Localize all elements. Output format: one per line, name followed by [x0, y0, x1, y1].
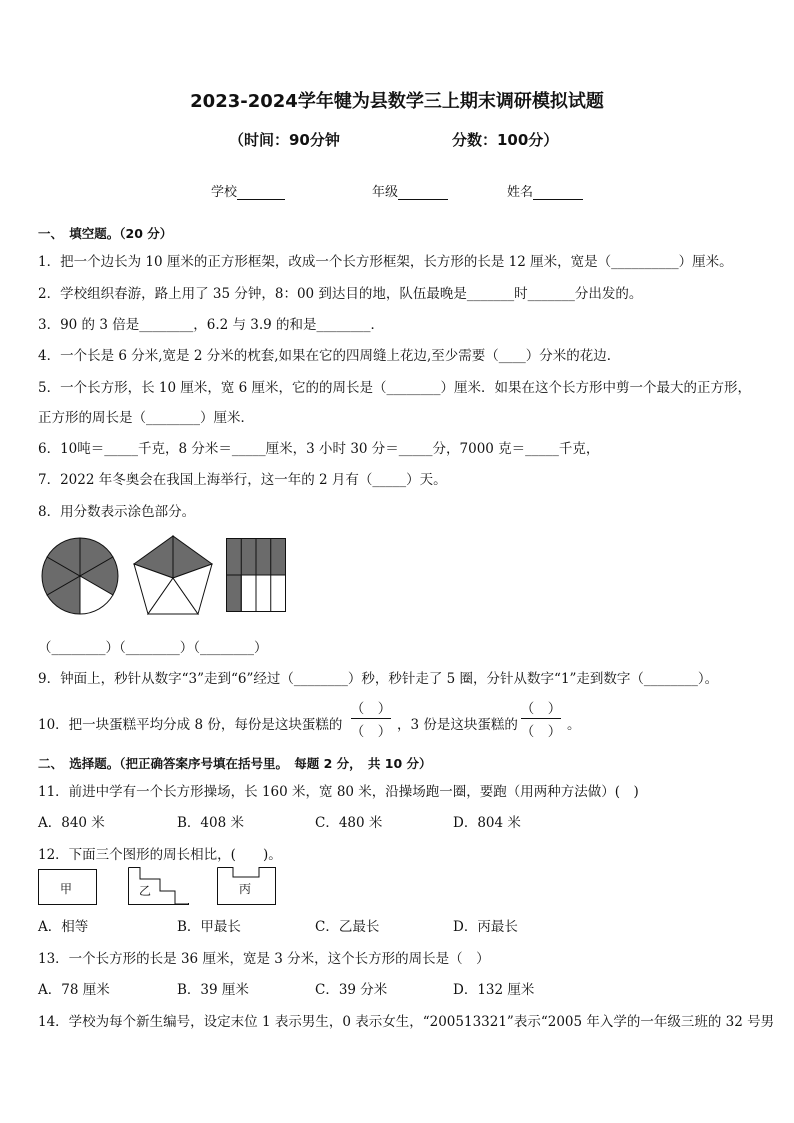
question-11: 11．前进中学有一个长方形操场，长 160 米，宽 80 米，沿操场跑一圈，要跑（用两种方法做）( ) — [38, 784, 639, 800]
school-blank — [237, 186, 285, 200]
name-label: 姓名 — [507, 185, 534, 200]
q13-option-c: C．39 分米 — [315, 982, 388, 998]
grade-blank — [398, 186, 448, 200]
shape-yi-outline — [128, 867, 190, 906]
question-7: 7．2022 年冬奥会在我国上海举行，这一年的 2 月有（_____）天。 — [38, 472, 447, 488]
shape-jia-label: 甲 — [60, 882, 73, 896]
q12-option-a: A．相等 — [38, 919, 89, 935]
question-10-end: 。 — [567, 717, 581, 733]
fraction-1-bar — [351, 718, 391, 719]
question-6: 6．10吨＝_____千克，8 分米＝_____厘米，3 小时 30 分＝_____分，7000 克＝_____千克， — [38, 441, 600, 457]
question-5-line-2: 正方形的周长是（________）厘米． — [38, 410, 254, 426]
school-field — [211, 181, 285, 200]
fraction-1-denominator: （ ） — [350, 724, 392, 740]
exam-score: 分数：100分） — [452, 131, 559, 149]
question-3: 3．90 的 3 倍是________，6.2 与 3.9 的和是________． — [38, 317, 385, 333]
fraction-2-denominator: （ ） — [520, 724, 562, 740]
fraction-2-numerator: （ ） — [520, 701, 562, 717]
fraction-2-bar — [521, 718, 561, 719]
section-fill-in-heading: 一、 填空题。（20 分） — [38, 226, 173, 241]
q13-option-d: D．132 厘米 — [453, 982, 535, 998]
question-13: 13．一个长方形的长是 36 厘米，宽是 3 分米，这个长方形的周长是（ ） — [38, 951, 490, 967]
shape-bing-label: 丙 — [239, 882, 252, 896]
q13-option-a: A．78 厘米 — [38, 982, 110, 998]
shaded-grid-figure — [226, 538, 286, 612]
question-9: 9．钟面上，秒针从数字“3”走到“6”经过（________）秒，秒针走了 5 圈，分针从数字“1”走到数字（________）。 — [38, 671, 719, 687]
fraction-1-numerator: （ ） — [350, 701, 392, 717]
question-2: 2．学校组织春游，路上用了 35 分钟，8：00 到达目的地，队伍最晚是_______时_______分出发的。 — [38, 286, 643, 302]
grade-label: 年级 — [372, 185, 399, 200]
question-5-line-1: 5．一个长方形，长 10 厘米，宽 6 厘米，它的的周长是（________）厘米．如果在这个长方形中剪一个最大的正方形， — [38, 380, 752, 396]
name-field — [507, 181, 583, 200]
q12-option-d: D．丙最长 — [453, 919, 518, 935]
fraction-2 — [517, 697, 565, 740]
shape-yi-label: 乙 — [139, 884, 152, 898]
q11-option-a: A．840 米 — [38, 815, 105, 831]
q11-option-b: B．408 米 — [177, 815, 244, 831]
shaded-pentagon-figure — [132, 534, 214, 616]
name-blank — [533, 186, 583, 200]
q13-option-b: B．39 厘米 — [177, 982, 249, 998]
section-choice-heading: 二、 选择题。（把正确答案序号填在括号里。 每题 2 分， 共 10 分） — [38, 756, 432, 771]
exam-time: （时间：90分钟 — [229, 131, 340, 149]
question-1: 1．把一个边长为 10 厘米的正方形框架，改成一个长方形框架，长方形的长是 12 厘米，宽是（__________）厘米。 — [38, 254, 733, 270]
q11-option-d: D．804 米 — [453, 815, 521, 831]
question-4: 4．一个长是 6 分米,宽是 2 分米的枕套,如果在它的四周缝上花边,至少需要（____）分米的花边． — [38, 348, 621, 364]
page-title: 2023-2024学年犍为县数学三上期末调研模拟试题 — [190, 91, 604, 112]
grade-field — [372, 181, 448, 200]
question-8-answers: （________）（________）（________） — [38, 640, 268, 656]
q12-option-c: C．乙最长 — [315, 919, 380, 935]
question-10-part-2: ，3 份是这块蛋糕的 — [397, 717, 518, 733]
question-12: 12．下面三个图形的周长相比，( )。 — [38, 847, 282, 863]
q12-option-b: B．甲最长 — [177, 919, 241, 935]
q11-option-c: C．480 米 — [315, 815, 383, 831]
school-label: 学校 — [211, 185, 238, 200]
shaded-circle-figure — [40, 536, 120, 616]
fraction-1 — [347, 697, 395, 740]
question-14: 14．学校为每个新生编号，设定末位 1 表示男生，0 表示女生，“200513321”表示“2005 年入学的一年级三班的 32 号男 — [38, 1014, 775, 1030]
question-10-part-1: 10．把一块蛋糕平均分成 8 份，每份是这块蛋糕的 — [38, 717, 343, 733]
question-8: 8．用分数表示涂色部分。 — [38, 504, 196, 520]
